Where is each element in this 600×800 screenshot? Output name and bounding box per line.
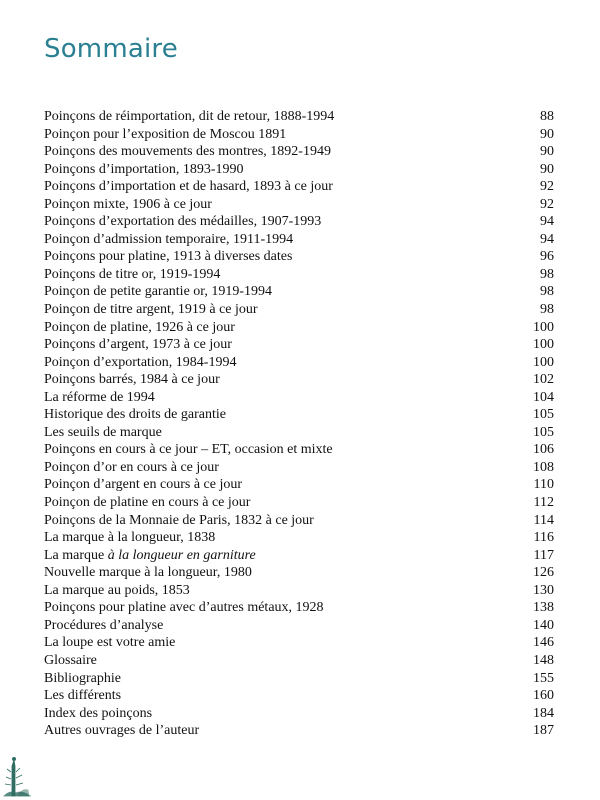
toc-entry-label xyxy=(44,371,220,389)
toc-entry-page-number: 114 xyxy=(533,512,554,528)
toc-entry-page-number: 187 xyxy=(533,723,554,739)
toc-entry-label xyxy=(44,476,242,494)
toc-entry xyxy=(44,283,554,301)
toc-entry-page-number: 104 xyxy=(533,389,554,405)
toc-entry-page-number: 126 xyxy=(533,565,554,581)
toc-entry xyxy=(44,670,554,688)
toc-entry xyxy=(44,213,554,231)
toc-entry-text: Poinçons d’importation, 1893-1990 xyxy=(44,161,244,177)
toc-entry-label xyxy=(44,634,175,652)
toc-entry xyxy=(44,231,554,249)
toc-entry-page-number: 146 xyxy=(533,635,554,651)
toc-entry xyxy=(44,512,554,530)
toc-entry-text: Poinçon de platine en cours à ce jour xyxy=(44,495,251,511)
toc-entry-text: Procédures d’analyse xyxy=(44,617,164,633)
toc-entry-label xyxy=(44,652,97,670)
toc-entry xyxy=(44,406,554,424)
toc-entry-page-number: 98 xyxy=(540,302,554,318)
toc-entry-text: Bibliographie xyxy=(44,670,121,686)
toc-entry-text: La réforme de 1994 xyxy=(44,389,155,405)
toc-entry-text: La loupe est votre amie xyxy=(44,635,176,651)
toc-entry xyxy=(44,354,554,372)
toc-entry-label xyxy=(44,617,163,635)
toc-entry xyxy=(44,248,554,266)
toc-entry-text: La marque à la longueur, 1838 xyxy=(44,530,216,546)
page-title: Sommaire xyxy=(44,34,178,64)
toc-entry-page-number: 90 xyxy=(540,144,554,160)
toc-entry xyxy=(44,319,554,337)
toc-entry-label xyxy=(44,494,250,512)
toc-entry-text: Index des poinçons xyxy=(44,705,153,721)
toc-entry xyxy=(44,617,554,635)
toc-entry-page-number: 90 xyxy=(540,126,554,142)
toc-entry-page-number: 94 xyxy=(540,214,554,230)
toc-entry-page-number: 184 xyxy=(533,705,554,721)
toc-entry-text: Poinçons pour platine avec d’autres métaux, 1928 xyxy=(44,600,324,616)
toc-entry xyxy=(44,687,554,705)
toc-entry-text: La marque xyxy=(44,547,108,563)
toc-entry xyxy=(44,336,554,354)
toc-entry-text: Poinçons d’importation et de hasard, 1893 à ce jour xyxy=(44,179,333,195)
toc-entry-text: Poinçons barrés, 1984 à ce jour xyxy=(44,372,220,388)
toc-entry-label xyxy=(44,512,314,530)
toc-entry xyxy=(44,178,554,196)
toc-entry xyxy=(44,126,554,144)
toc-entry xyxy=(44,161,554,179)
toc-entry-page-number: 105 xyxy=(533,407,554,423)
toc-entry-text: Poinçons pour platine, 1913 à diverses dates xyxy=(44,249,293,265)
toc-entry-page-number: 92 xyxy=(540,179,554,195)
toc-entry-text: Autres ouvrages de l’auteur xyxy=(44,723,200,739)
toc-entry-label xyxy=(44,670,121,688)
toc-entry-page-number: 88 xyxy=(540,109,554,124)
toc-entry-text: Poinçon de titre argent, 1919 à ce jour xyxy=(44,302,258,318)
toc-entry-text: Poinçon d’argent en cours à ce jour xyxy=(44,477,243,493)
toc-entry-page-number: 98 xyxy=(540,266,554,282)
toc-entry-label xyxy=(44,354,236,372)
toc-entry xyxy=(44,529,554,547)
toc-entry-page-number: 108 xyxy=(533,459,554,475)
toc-entry-page-number: 100 xyxy=(533,337,554,353)
toc-entry xyxy=(44,582,554,600)
toc-entry-page-number: 117 xyxy=(533,547,554,563)
toc-entry-label xyxy=(44,599,324,617)
toc-entry xyxy=(44,301,554,319)
toc-entry-text: Poinçons de réimportation, dit de retour, 1888-1994 xyxy=(44,109,335,124)
toc-entry-label xyxy=(44,459,219,477)
toc-entry-page-number: 106 xyxy=(533,442,554,458)
toc-entry-text: Nouvelle marque à la longueur, 1980 xyxy=(44,565,252,581)
toc-entry-page-number: 100 xyxy=(533,319,554,335)
toc-entry-text: Poinçon de petite garantie or, 1919-1994 xyxy=(44,284,273,300)
toc-entry-text: Poinçons d’argent, 1973 à ce jour xyxy=(44,337,232,353)
toc-entry-page-number: 98 xyxy=(540,284,554,300)
toc-entry-label xyxy=(44,283,272,301)
toc-entry-page-number: 140 xyxy=(533,617,554,633)
toc-entry-text: Poinçons des mouvements des montres, 1892-1949 xyxy=(44,144,331,160)
toc-entry xyxy=(44,547,554,565)
toc-entry xyxy=(44,722,554,740)
toc-entry-label xyxy=(44,406,226,424)
toc-entry-text: Poinçon d’admission temporaire, 1911-1994 xyxy=(44,231,294,247)
toc-entry-label xyxy=(44,336,232,354)
toc-entry-label xyxy=(44,108,334,126)
toc-entry-label xyxy=(44,231,293,249)
toc-entry-label xyxy=(44,178,333,196)
toc-entry-text: Poinçon de platine, 1926 à ce jour xyxy=(44,319,235,335)
toc-entry-label xyxy=(44,582,190,600)
toc-entry-label xyxy=(44,319,235,337)
toc-entry-page-number: 148 xyxy=(533,652,554,668)
toc-entry-label xyxy=(44,441,333,459)
toc-entry xyxy=(44,441,554,459)
toc-entry-text: Les seuils de marque xyxy=(44,424,162,440)
toc-entry-label xyxy=(44,687,121,705)
toc-entry-text: Poinçons de titre or, 1919-1994 xyxy=(44,266,221,282)
toc-entry-text: La marque au poids, 1853 xyxy=(44,582,190,598)
toc-entry xyxy=(44,634,554,652)
toc-entry-page-number: 100 xyxy=(533,354,554,370)
toc-entry xyxy=(44,459,554,477)
toc-entry-text: Poinçon pour l’exposition de Moscou 1891 xyxy=(44,126,287,142)
toc-entry-label xyxy=(44,547,256,565)
toc-entry-label xyxy=(44,564,252,582)
toc-entry-label xyxy=(44,301,258,319)
toc-entry-label xyxy=(44,196,212,214)
toc-entry xyxy=(44,652,554,670)
toc-entry-text: Poinçon mixte, 1906 à ce jour xyxy=(44,196,212,212)
toc-entry-page-number: 138 xyxy=(533,600,554,616)
toc-entry-label xyxy=(44,213,321,231)
toc-entry xyxy=(44,599,554,617)
decorative-corner-icon xyxy=(2,752,34,798)
toc-entry-page-number: 92 xyxy=(540,196,554,212)
toc-entry-italic-text: à la longueur en garniture xyxy=(107,547,256,563)
toc-entry xyxy=(44,476,554,494)
toc-entry-page-number: 102 xyxy=(533,372,554,388)
toc-entry-label xyxy=(44,424,162,442)
toc-entry-label xyxy=(44,143,331,161)
toc-entry-label xyxy=(44,248,292,266)
toc-entry-page-number: 160 xyxy=(533,688,554,704)
toc-entry xyxy=(44,494,554,512)
toc-entry xyxy=(44,424,554,442)
toc-entry-label xyxy=(44,266,220,284)
toc-entry-text: Historique des droits de garantie xyxy=(44,407,226,423)
toc-entry-text: Les différents xyxy=(44,688,122,704)
toc-entry-label xyxy=(44,389,155,407)
toc-entry-text: Poinçons d’exportation des médailles, 1907-1993 xyxy=(44,214,322,230)
toc-entry-label xyxy=(44,161,244,179)
toc-entry xyxy=(44,564,554,582)
toc-entry xyxy=(44,389,554,407)
toc-entry-text: Poinçons de la Monnaie de Paris, 1832 à ce jour xyxy=(44,512,314,528)
toc-entry-text: Glossaire xyxy=(44,652,97,668)
toc-entry-page-number: 90 xyxy=(540,161,554,177)
toc-entry xyxy=(44,108,554,126)
toc-entry-page-number: 112 xyxy=(533,495,554,511)
toc-entry-text: Poinçon d’or en cours à ce jour xyxy=(44,459,219,475)
toc-entry-page-number: 155 xyxy=(533,670,554,686)
toc-entry-page-number: 110 xyxy=(533,477,554,493)
toc-entry-text: Poinçons en cours à ce jour – ET, occasion et mixte xyxy=(44,442,333,458)
toc-entry-text: Poinçon d’exportation, 1984-1994 xyxy=(44,354,237,370)
toc-entry-label xyxy=(44,705,152,723)
toc-entry xyxy=(44,705,554,723)
toc-entry xyxy=(44,143,554,161)
toc-entry-page-number: 96 xyxy=(540,249,554,265)
toc-entry-label xyxy=(44,126,286,144)
toc-entry-page-number: 116 xyxy=(533,530,554,546)
toc-entry-page-number: 105 xyxy=(533,424,554,440)
toc-entry xyxy=(44,196,554,214)
toc-entry xyxy=(44,371,554,389)
toc-entry-page-number: 130 xyxy=(533,582,554,598)
table-of-contents xyxy=(44,108,554,740)
toc-entry-label xyxy=(44,529,215,547)
toc-entry-label xyxy=(44,722,199,740)
toc-entry xyxy=(44,266,554,284)
toc-entry-page-number: 94 xyxy=(540,231,554,247)
